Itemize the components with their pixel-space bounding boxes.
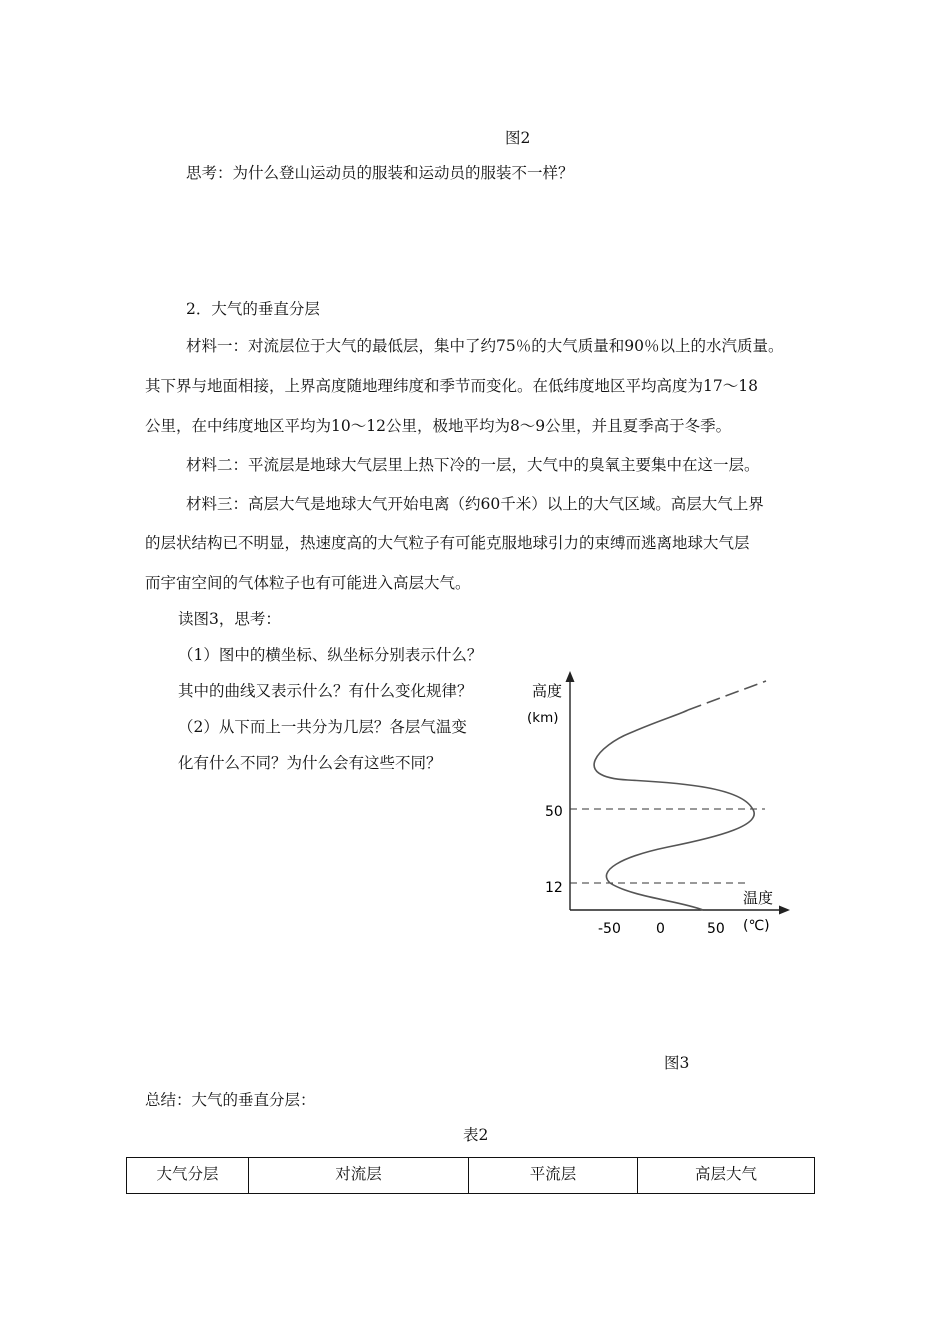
section-heading: 2．大气的垂直分层 [186,300,320,318]
table-cell-troposphere: 对流层 [249,1158,469,1194]
material-3-line-1: 材料三：高层大气是地球大气开始电离（约60千米）以上的大气区域。高层大气上界 [186,495,764,513]
material-3-line-3: 而宇宙空间的气体粒子也有可能进入高层大气。 [145,574,471,592]
think-question: 思考：为什么登山运动员的服装和运动员的服装不一样？ [186,164,574,182]
material-1-line-2: 其下界与地面相接，上界高度随地理纬度和季节而变化。在低纬度地区平均高度为17～18 [145,377,758,395]
temperature-curve [594,710,754,910]
read-figure-3: 读图3，思考： [178,610,281,628]
table-cell-stratosphere: 平流层 [469,1158,638,1194]
x-tick-minus-50: -50 [598,921,621,937]
x-axis-label: 温度 [743,889,774,907]
atmosphere-layers-table [126,1157,815,1194]
x-axis-arrow-icon [779,906,790,915]
atmosphere-temperature-figure [520,665,810,955]
table-cell-layer: 大气分层 [127,1158,249,1194]
figure-3-caption: 图3 [664,1054,690,1072]
figure-2-caption: 图2 [505,129,531,147]
y-axis-label: 高度 [532,682,563,700]
y-axis-arrow-icon [566,671,575,682]
y-tick-50: 50 [545,804,563,820]
material-2: 材料二：平流层是地球大气层里上热下冷的一层，大气中的臭氧主要集中在这一层。 [186,456,760,474]
table-2-caption: 表2 [463,1126,489,1144]
table-header-row [127,1158,815,1194]
question-1-line-1: （1）图中的横坐标、纵坐标分别表示什么？ [178,646,483,664]
material-1-line-3: 公里，在中纬度地区平均为10～12公里，极地平均为8～9公里，并且夏季高于冬季。 [145,417,732,435]
question-2-line-2: 化有什么不同？为什么会有这些不同？ [178,754,442,772]
summary-label: 总结：大气的垂直分层： [145,1091,316,1109]
question-2-line-1: （2）从下而上一共分为几层？各层气温变 [178,718,467,736]
material-1-line-1: 材料一：对流层位于大气的最低层，集中了约75％的大气质量和90％以上的水汽质量。 [186,337,784,355]
question-1-line-2: 其中的曲线又表示什么？有什么变化规律？ [178,682,473,700]
temperature-curve-extrapolated [688,681,766,710]
x-tick-0: 0 [656,921,665,937]
y-axis-unit: (km) [527,710,559,726]
y-tick-12: 12 [545,880,563,896]
x-tick-50: 50 [707,921,725,937]
material-3-line-2: 的层状结构已不明显，热速度高的大气粒子有可能克服地球引力的束缚而逃离地球大气层 [145,534,750,552]
table-cell-upper-atmosphere: 高层大气 [638,1158,815,1194]
x-axis-unit: (℃) [743,918,770,934]
